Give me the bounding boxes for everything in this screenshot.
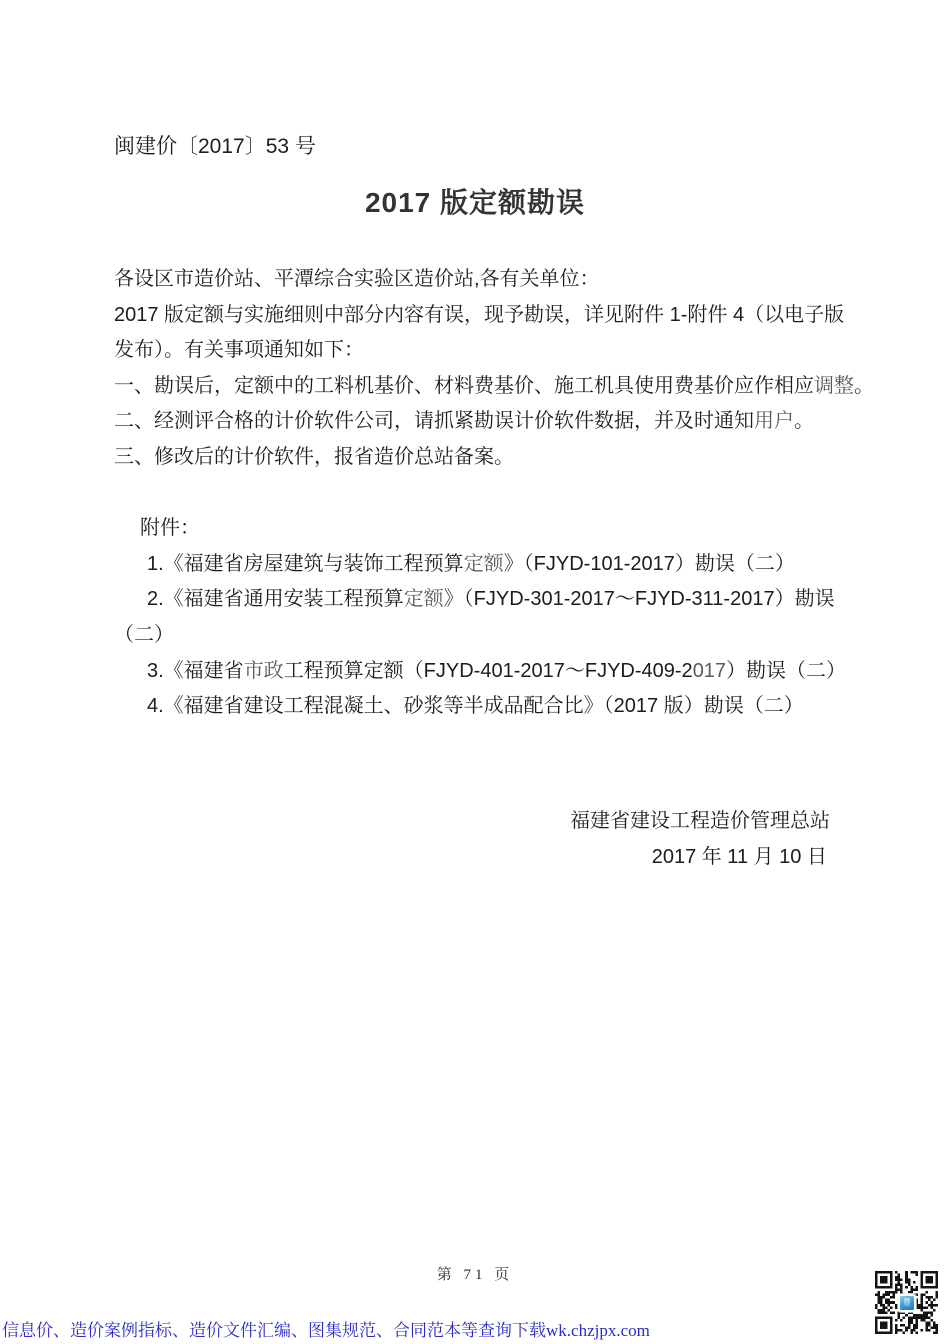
- body-line: [114, 333, 884, 369]
- body-line: [114, 404, 884, 440]
- body-text-muted: 调整: [814, 374, 854, 397]
- body-text: 2.《福建省通用安装工程预算: [147, 588, 404, 611]
- body-text: 。: [854, 374, 874, 397]
- qr-center-logo-icon: [898, 1294, 916, 1312]
- body-line: [114, 298, 884, 334]
- body-text: 二、经测评合格的计价软件公司，请抓紧勘误计价软件数据，并及时通知: [114, 410, 754, 433]
- body-text: 一、勘误后，定额中的工料机基价、材料费基价、施工机具使用费基价应作相应: [114, 374, 814, 397]
- body-line: [114, 582, 884, 618]
- body-text: 各设区市造价站、平潭综合实验区造价站,各有关单位：: [114, 268, 600, 290]
- body-text: 4.《福建省建设工程混凝土、砂浆等半成品配合比》（2017 版）勘误（二）: [147, 695, 804, 718]
- body-text: ）勘误（二）: [726, 659, 847, 682]
- document-number: 闽建价〔2017〕53 号: [114, 135, 316, 158]
- body-text: 。: [794, 410, 814, 433]
- body-text: 》（FJYD-101-2017）勘误（二）: [503, 552, 795, 575]
- body-line: [114, 369, 884, 405]
- signature-organization: 福建省建设工程造价管理总站: [570, 810, 830, 832]
- body-text-muted: 定额: [403, 588, 444, 611]
- body-text: 发布）。有关事项通知如下：: [114, 339, 364, 362]
- qr-code: [875, 1271, 938, 1334]
- body-line: [114, 654, 884, 690]
- body-line: [114, 547, 884, 583]
- body-text: 工程预算定额（FJYD-401-2017～FJYD-409-2: [283, 659, 693, 682]
- page-number: 第 71 页: [436, 1267, 514, 1283]
- body-line: [114, 618, 884, 654]
- body-text: （二）: [114, 623, 174, 646]
- body-text-muted: 市政: [243, 659, 284, 682]
- body-text-muted: 定额: [463, 552, 504, 575]
- document-body: [114, 262, 884, 725]
- body-line: [114, 689, 884, 725]
- body-line: [114, 476, 884, 512]
- body-line: [114, 440, 884, 476]
- body-text: 》（FJYD-301-2017～FJYD-311-2017）勘误: [443, 588, 835, 611]
- footer-download-link[interactable]: 信息价、造价案例指标、造价文件汇编、图集规范、合同范本等查询下载wk.chzjpx.com: [2, 1321, 650, 1340]
- body-text: 三、修改后的计价软件，报省造价总站备案。: [114, 445, 514, 468]
- body-text: 附件：: [140, 517, 200, 540]
- body-line: [114, 511, 884, 547]
- page-title: 2017 版定额勘误: [364, 187, 586, 218]
- body-line: [114, 262, 884, 298]
- signature-block: [570, 804, 830, 875]
- signature-date: 2017 年 11 月 10 日: [651, 845, 827, 868]
- body-text: 2017 版定额与实施细则中部分内容有误，现予勘误，详见附件 1-附件 4（以电子版: [114, 303, 845, 326]
- body-text: 1.《福建省房屋建筑与装饰工程预算: [147, 552, 464, 575]
- body-text-muted: 用户: [754, 410, 794, 433]
- body-text-muted: 017: [692, 659, 727, 682]
- body-text: 3.《福建省: [147, 659, 244, 682]
